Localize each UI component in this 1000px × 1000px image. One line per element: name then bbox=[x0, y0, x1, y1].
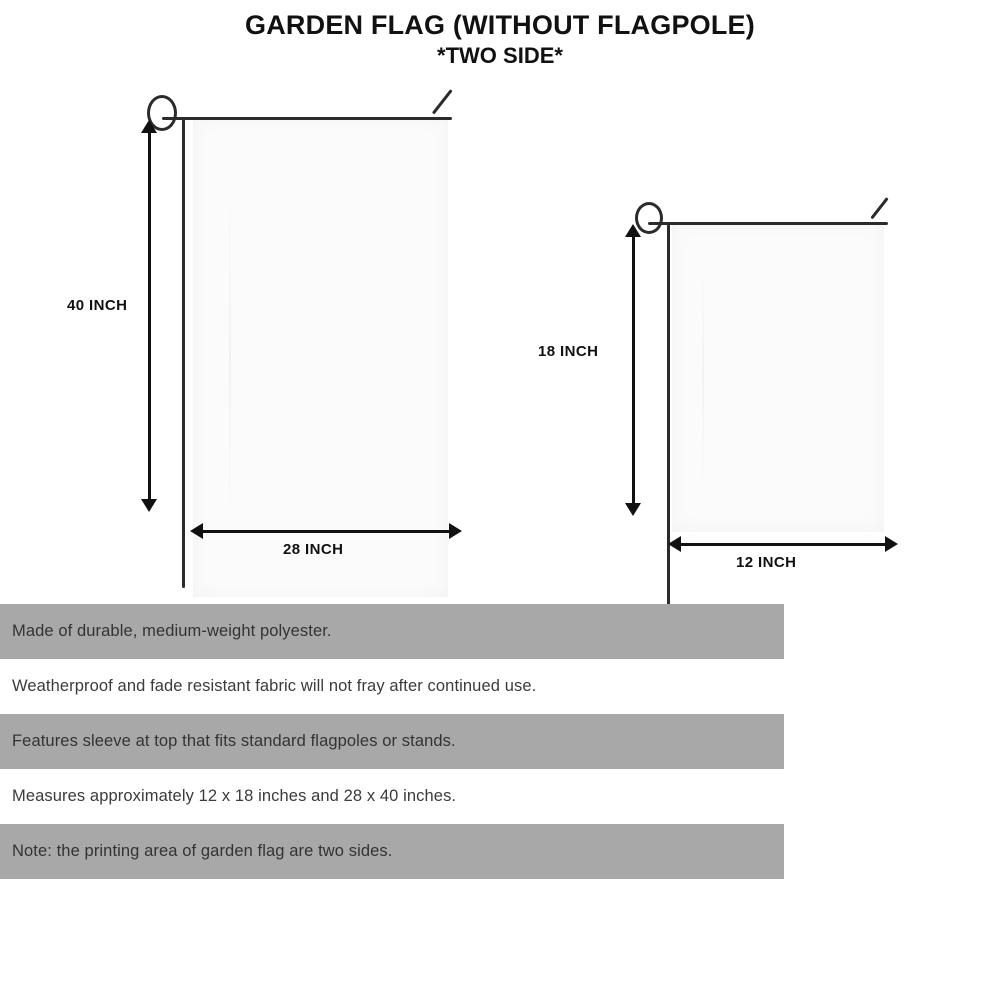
small-flag-height-line bbox=[632, 236, 635, 511]
small-flag-illustration bbox=[538, 198, 900, 603]
large-flag-width-arrow-right bbox=[449, 523, 462, 539]
large-flag-fabric bbox=[193, 117, 448, 597]
page-title bbox=[0, 8, 1000, 70]
large-flag-pole-arm bbox=[162, 117, 452, 120]
feature-text: Measures approximately 12 x 18 inches and 28 x 40 inches. bbox=[12, 787, 457, 805]
feature-text: Weatherproof and fade resistant fabric will not fray after continued use. bbox=[12, 677, 537, 695]
feature-text: Made of durable, medium-weight polyester. bbox=[12, 622, 332, 640]
large-flag-illustration bbox=[67, 90, 490, 600]
list-item bbox=[0, 714, 784, 769]
small-flag-pole-tip bbox=[870, 197, 888, 219]
small-flag-height-arrow-top bbox=[625, 224, 641, 237]
large-flag-height-arrow-top bbox=[141, 120, 157, 133]
small-flag-width-arrow-left bbox=[668, 536, 681, 552]
large-flag-pole-shaft bbox=[182, 118, 185, 588]
large-flag-width-label: 28 INCH bbox=[283, 541, 344, 558]
small-flag-width-label: 12 INCH bbox=[736, 554, 797, 571]
feature-list bbox=[0, 604, 784, 879]
large-flag-height-arrow-bottom bbox=[141, 499, 157, 512]
title-primary: GARDEN FLAG (WITHOUT FLAGPOLE) bbox=[245, 10, 755, 40]
large-flag-height-label: 40 INCH bbox=[67, 297, 128, 314]
large-flag-width-line bbox=[202, 530, 450, 533]
small-flag-height-arrow-bottom bbox=[625, 503, 641, 516]
small-flag-fabric bbox=[672, 222, 884, 532]
large-flag-pole-tip bbox=[432, 89, 453, 114]
list-item bbox=[0, 604, 784, 659]
small-flag-width-line bbox=[680, 543, 886, 546]
list-item bbox=[0, 659, 784, 714]
small-flag-width-arrow-right bbox=[885, 536, 898, 552]
feature-text: Note: the printing area of garden flag are two sides. bbox=[12, 842, 393, 860]
small-flag-height-label: 18 INCH bbox=[538, 343, 599, 360]
large-flag-width-arrow-left bbox=[190, 523, 203, 539]
small-flag-pole-arm bbox=[648, 222, 888, 225]
large-flag-height-line bbox=[148, 132, 151, 507]
list-item bbox=[0, 824, 784, 879]
list-item bbox=[0, 769, 784, 824]
title-secondary: *TWO SIDE* bbox=[437, 43, 563, 68]
feature-text: Features sleeve at top that fits standard flagpoles or stands. bbox=[12, 732, 456, 750]
